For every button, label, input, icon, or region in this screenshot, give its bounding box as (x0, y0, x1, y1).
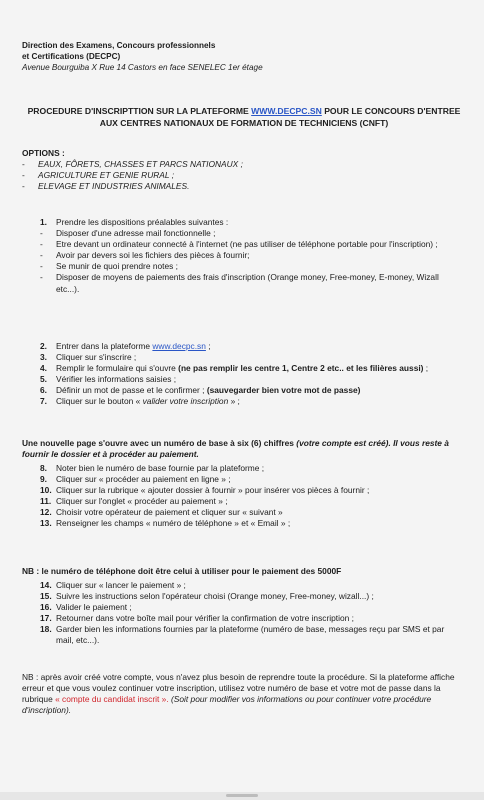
step-item (22, 624, 462, 646)
org-name-line2: et Certifications (DECPC) (22, 51, 121, 61)
steps-14-to-18 (22, 580, 462, 647)
notice-bold: Une nouvelle page s'ouvre avec un numéro de base à six (6) chiffres (22, 438, 297, 448)
step-text: Cliquer sur l'onglet « procéder au paiement » ; (56, 496, 228, 507)
document-title (18, 105, 470, 129)
step-item (22, 602, 462, 613)
step-italic: valider votre inscription (142, 396, 229, 407)
platform-link[interactable]: www.decpc.sn (152, 341, 206, 351)
step-item (22, 496, 462, 507)
org-name-line1: Direction des Examens, Concours professionnels (22, 41, 216, 50)
step-text: Cliquer sur « procéder au paiement en ligne » ; (56, 474, 231, 485)
step-text: Entrer dans la plateforme (56, 341, 153, 351)
option-item: - AGRICULTURE ET GENIE RURAL ; (22, 170, 243, 181)
step-text: Valider le paiement ; (56, 602, 132, 613)
step-item (22, 591, 462, 602)
step-item (22, 363, 462, 374)
step-item (22, 485, 462, 496)
step-number: 6. (40, 385, 47, 396)
step-text: Cliquer sur la rubrique « ajouter dossier à fournir » pour insérer vos pièces à fournir ; (56, 485, 370, 496)
step-number: 1. (40, 217, 47, 227)
step-warning: (sauvegarder bien votre mot de passe) (206, 385, 361, 396)
step-item (22, 474, 462, 485)
step-number: 5. (40, 374, 47, 385)
option-item: - EAUX, FÔRETS, CHASSES ET PARCS NATIONAUX ; (22, 159, 243, 170)
org-address: Avenue Bourguiba X Rue 14 Castors en face SENELEC 1er étage (22, 62, 263, 72)
option-item: - ELEVAGE ET INDUSTRIES ANIMALES. (22, 181, 243, 192)
final-note (22, 672, 462, 716)
step-number: 11. (40, 496, 52, 507)
step-text: Suivre les instructions selon l'opérateur choisi (Orange money, Free-money, wizall...) ; (56, 591, 374, 602)
step-number: 9. (40, 474, 47, 485)
step-number: 4. (40, 363, 47, 374)
step-text: Cliquer sur s'inscrire ; (56, 352, 137, 363)
step-item (22, 352, 462, 363)
title-part2: POUR LE CONCOURS D'ENTREE AUX CENTRES NATIONAUX DE FORMATION DE TECHNICIENS (CNFT) (99, 106, 461, 129)
step-item (22, 580, 462, 591)
step-text: Cliquer sur le bouton « (56, 396, 143, 407)
step-item (22, 374, 462, 385)
notice-bold-italic: (votre compte est créé). Il vous reste à fournir le dossier et à procéder au paiement. (22, 438, 449, 460)
step-number: 7. (40, 396, 47, 407)
step-text: Noter bien le numéro de base fournie par la plateforme ; (56, 463, 265, 473)
step-item (22, 217, 462, 228)
step-text: Vérifier les informations saisies ; (56, 374, 177, 385)
step-number: 16. (40, 602, 52, 613)
step-text-end: ; (423, 363, 429, 374)
account-created-notice (22, 438, 462, 460)
step-text-end: ; (205, 341, 211, 351)
title-link[interactable]: WWW.DECPC.SN (251, 106, 322, 116)
step-text: Garder bien les informations fournies par la plateforme (numéro de base, messages reçu par SMS et par mail, etc...). (56, 624, 445, 646)
step-number: 10. (40, 485, 52, 496)
final-note-italic: (Soit pour modifier vos informations ou pour continuer votre procédure d'inscription). (22, 694, 432, 716)
step-text: Prendre les dispositions préalables suivantes : (56, 217, 229, 227)
substep-item: - Disposer de moyens de paiements des frais d'inscription (Orange money, Free-money, E-money, Wizall etc...). (22, 272, 462, 294)
step-number: 14. (40, 580, 52, 590)
step-text: Définir un mot de passe et le confirmer ; (56, 385, 207, 396)
phone-number-note: NB : le numéro de téléphone doit être celui à utiliser pour le paiement des 5000F (22, 566, 342, 576)
step-item (22, 518, 462, 529)
step-item (22, 507, 462, 518)
substep-item: - Disposer d'une adresse mail fonctionnelle ; (22, 228, 462, 239)
step-text: Remplir le formulaire qui s'ouvre (56, 363, 179, 374)
candidate-account-section-name: « compte du candidat inscrit ». (55, 694, 169, 705)
step-number: 3. (40, 352, 47, 363)
step-item (22, 613, 462, 624)
step-text: Renseigner les champs « numéro de téléphone » et « Email » ; (56, 518, 291, 529)
substep-item: - Etre devant un ordinateur connecté à l'internet (ne pas utiliser de téléphone portable pour l'inscription) ; (22, 239, 462, 250)
step-1-section (22, 217, 462, 295)
options-section (22, 148, 243, 192)
step-number: 17. (40, 613, 52, 624)
substep-item: - Se munir de quoi prendre notes ; (22, 261, 462, 272)
step-text: Retourner dans votre boîte mail pour vérifier la confirmation de votre inscription ; (56, 613, 354, 624)
step-text-end: » ; (228, 396, 240, 407)
step-number: 2. (40, 341, 47, 351)
bottom-nav-bar (0, 792, 484, 800)
step-text: Choisir votre opérateur de paiement et cliquer sur « suivant » (56, 507, 283, 518)
step-number: 12. (40, 507, 52, 518)
options-label: OPTIONS : (22, 148, 65, 158)
steps-8-to-13 (22, 463, 462, 530)
substep-item: - Avoir par devers soi les fichiers des pièces à fournir; (22, 250, 462, 261)
step-item (22, 341, 462, 352)
steps-2-to-7 (22, 341, 462, 408)
step-number: 13. (40, 518, 52, 529)
step-item (22, 463, 462, 474)
home-indicator[interactable] (226, 794, 258, 797)
title-part1: PROCEDURE D'INSCRIPTTION SUR LA PLATEFORME (27, 106, 252, 116)
letterhead (22, 41, 263, 73)
step-item (22, 385, 462, 396)
final-note-text: NB : après avoir créé votre compte, vous n'avez plus besoin de reprendre toute la procédure. Si la plateforme affiche erreur et que vous voulez continuer votre inscription, utilisez votre numéro de base et votre mot de passe dans la rubrique (22, 672, 455, 705)
step-text: Cliquer sur « lancer le paiement » ; (56, 580, 186, 590)
step-number: 8. (40, 463, 47, 473)
step-warning: (ne pas remplir les centre 1, Centre 2 etc.. et les filières aussi) (178, 363, 424, 374)
step-item (22, 396, 462, 407)
step-number: 18. (40, 624, 52, 635)
step-number: 15. (40, 591, 52, 602)
